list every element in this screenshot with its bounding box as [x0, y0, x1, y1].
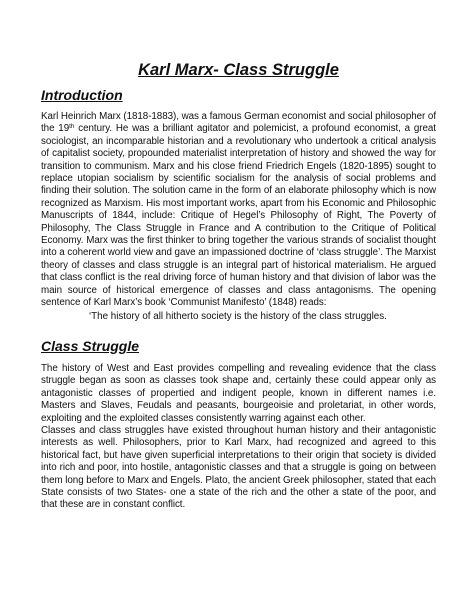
class-struggle-heading: Class Struggle	[41, 337, 140, 354]
class-struggle-paragraph-1: The history of West and East provides compelling and revealing evidence that the class struggle began as soon as classes took shape and, certainly these could appear only as antagonistic classes of propertied and indigent people, known in different names i.e. Masters and Slaves, Feudals and peasants, bourgeoisie and proletariat, in other words, exploiting and the exploited classes consistently warring against each other.	[41, 362, 436, 424]
century-superscript: th	[69, 123, 75, 131]
manifesto-quote: ‘The history of all hitherto society is the history of the class struggles.	[89, 310, 387, 322]
introduction-text-start: Karl Heinrich Marx (1818-1883), was a famous German economist and social philosopher of the 19	[41, 111, 436, 135]
introduction-paragraph	[41, 111, 436, 310]
introduction-text-rest: century. He was a brilliant agitator and polemicist, a profound economist, a great sociologist, an incomparable historian and a revolutionary who undertook a critical analysis of capitalist society, propounded materialist interpretation of history and showed the way for transition to communism. Marx and his close friend Friedrich Engels (1820-1895) sought to replace utopian socialism by scientific socialism for the analysis of social problems and finding their solution. The solution came in the form of an elaborate philosophy which is now recognized as Marxism. His most important works, apart from his Economic and Philosophic Manuscripts of 1844, include: Critique of Hegel’s Philosophy of Right, The Poverty of Philosophy, The Class Struggle in France and A contribution to the Critique of Political Economy. Marx was the first thinker to bring together the various strands of socialist thought into a coherent world view and gave an impassioned doctrine of ‘class struggle’. The Marxist theory of classes and class struggle is an integral part of historical materialism. He argued that class conflict is the real driving force of human history and that division of labor was the main source of historical emergence of classes and class antagonisms. The opening sentence of Karl Marx’s book ‘Communist Manifesto’ (1848) reads:	[41, 123, 436, 309]
introduction-heading: Introduction	[41, 87, 123, 103]
document-title: Karl Marx- Class Struggle	[138, 61, 339, 79]
class-struggle-paragraph-2: Classes and class struggles have existed throughout human history and their antagonistic interests as well. Philosophers, prior to Karl Marx, had recognized and agreed to this historical fact, but have given superficial interpretations to their origin that society is divided into rich and poor, into hostile, antagonistic classes and that a struggle is going on between them long before to Marx and Engels. Plato, the ancient Greek philosopher, stated that each State consists of two States- one a state of the rich and the other a state of the poor, and that these are in constant conflict.	[41, 424, 436, 511]
